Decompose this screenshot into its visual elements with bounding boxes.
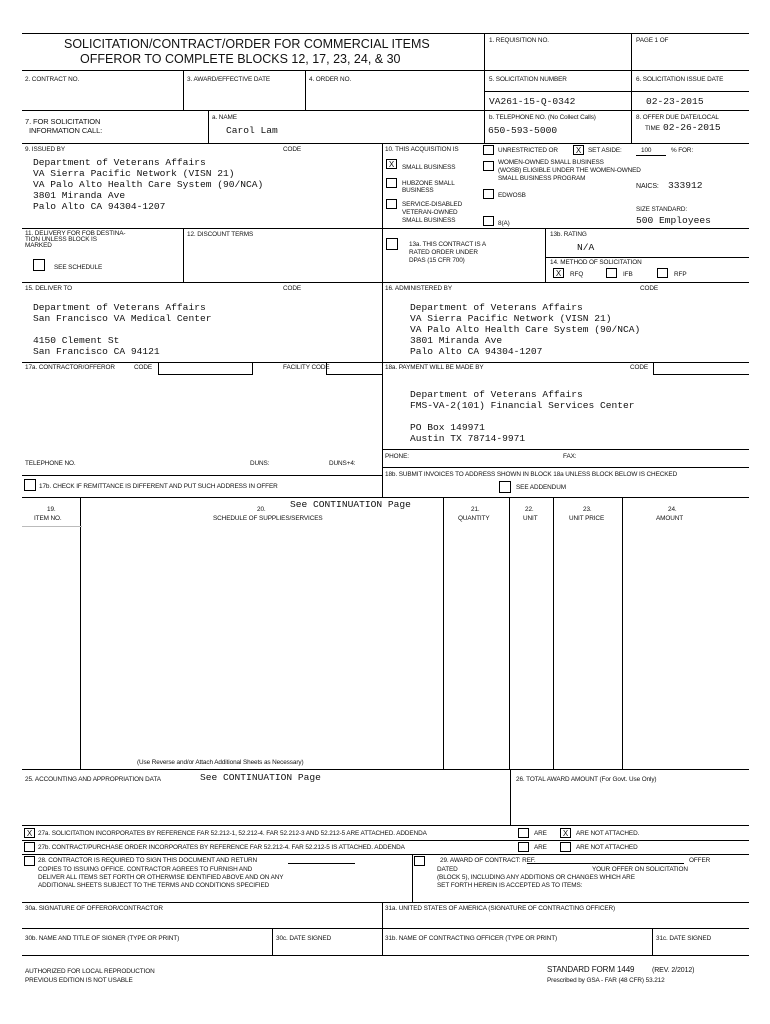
administered-by-code-label: CODE bbox=[640, 285, 659, 292]
offer-due-date: 02-26-2015 bbox=[663, 122, 721, 133]
28-text-2: COPIES TO ISSUING OFFICE. CONTRACTOR AGREES TO FURNISH AND bbox=[38, 866, 253, 873]
item-no-header-num: 19. bbox=[47, 506, 56, 513]
form-subtitle: OFFEROR TO COMPLETE BLOCKS 12, 17, 23, 24, & 30 bbox=[80, 52, 401, 66]
ifb-label: IFB bbox=[623, 271, 633, 278]
method-label: 14. METHOD OF SOLICITATION bbox=[550, 259, 642, 266]
28-text-4: ADDITIONAL SHEETS SUBJECT TO THE TERMS AND CONDITIONS SPECIFIED bbox=[38, 882, 270, 889]
amount-header: AMOUNT bbox=[656, 515, 684, 522]
time-label: TIME bbox=[645, 125, 660, 132]
co-signature-field[interactable] bbox=[383, 912, 749, 928]
address-line: FMS-VA-2(101) Financial Services Center bbox=[410, 400, 635, 411]
accounting-label: 25. ACCOUNTING AND APPROPRIATION DATA bbox=[25, 776, 161, 783]
sdvosb-label-2: VETERAN-OWNED bbox=[402, 209, 458, 216]
see-addendum-checkbox[interactable] bbox=[499, 481, 511, 493]
unit-price-header: UNIT PRICE bbox=[569, 515, 605, 522]
telephone-label: TELEPHONE NO. bbox=[25, 460, 76, 467]
page-label: PAGE 1 OF bbox=[636, 37, 669, 44]
item-no-header: ITEM NO. bbox=[34, 515, 62, 522]
see-schedule-checkbox[interactable] bbox=[33, 259, 45, 271]
27a-are-checkbox[interactable] bbox=[518, 828, 529, 838]
contract-no-label: 2. CONTRACT NO. bbox=[25, 76, 80, 83]
co-date-label: 31c. DATE SIGNED bbox=[656, 935, 712, 942]
contact-phone: 650-593-5000 bbox=[488, 125, 558, 136]
ifb-checkbox[interactable] bbox=[606, 268, 617, 278]
payment-code-field[interactable] bbox=[653, 362, 749, 375]
27b-checkbox[interactable] bbox=[24, 842, 35, 852]
address-line: PO Box 149971 bbox=[410, 422, 485, 433]
27a-text: 27a. SOLICITATION INCORPORATES BY REFERENCE FAR 52.212-1, 52.212-4. FAR 52.212-3 AND 52.212-5 ARE ATTACHED. ADDENDA bbox=[38, 830, 427, 837]
size-standard: 500 Employees bbox=[636, 215, 711, 226]
address-line: 4150 Clement St bbox=[33, 335, 120, 346]
27b-are-checkbox[interactable] bbox=[518, 842, 529, 852]
edwosb-label: EDWOSB bbox=[498, 192, 526, 199]
offer-due-label: 8. OFFER DUE DATE/LOCAL bbox=[636, 114, 719, 121]
address-line: San Francisco CA 94121 bbox=[33, 346, 160, 357]
rated-order-label: 13a. THIS CONTRACT IS A bbox=[409, 241, 487, 248]
address-line: Department of Veterans Affairs bbox=[33, 157, 206, 168]
signer-name-label: 30b. NAME AND TITLE OF SIGNER (TYPE OR PRINT) bbox=[25, 935, 180, 942]
rated-order-label-2: RATED ORDER UNDER bbox=[409, 249, 478, 256]
unit-price-header-num: 23. bbox=[583, 506, 592, 513]
reverse-note: (Use Reverse and/or Attach Additional Sheets as Necessary) bbox=[137, 759, 304, 766]
contractor-label: 17a. CONTRACTOR/OFFEROR bbox=[25, 364, 115, 371]
29-text-1: 29. AWARD OF CONTRACT: REF. bbox=[440, 857, 536, 864]
address-line: Department of Veterans Affairs bbox=[410, 302, 583, 313]
contractor-code-field[interactable] bbox=[158, 362, 253, 375]
address-line: Austin TX 78714-9971 bbox=[410, 433, 526, 444]
29-text-4: SET FORTH HEREIN IS ACCEPTED AS TO ITEMS: bbox=[437, 882, 583, 889]
prescribed-by: Prescribed by GSA - FAR (48 CFR) 53.212 bbox=[547, 977, 665, 984]
29-text-2: YOUR OFFER ON SOLICITATION bbox=[592, 866, 688, 873]
contractor-code-label: CODE bbox=[134, 364, 153, 371]
set-aside-checkbox[interactable]: X bbox=[573, 145, 584, 155]
information-call-label: INFORMATION CALL: bbox=[29, 126, 103, 135]
edwosb-checkbox[interactable] bbox=[483, 189, 494, 199]
wosb-label-2: (WOSB) ELIGIBLE UNDER THE WOMEN-OWNED bbox=[498, 167, 641, 174]
rfp-label: RFP bbox=[674, 271, 687, 278]
29-dated-label: DATED bbox=[437, 866, 458, 873]
previous-edition-note: PREVIOUS EDITION IS NOT USABLE bbox=[25, 977, 133, 984]
payment-code-label: CODE bbox=[630, 364, 649, 371]
issue-date-label: 6. SOLICITATION ISSUE DATE bbox=[636, 76, 724, 83]
issue-date: 02-23-2015 bbox=[646, 96, 704, 107]
discount-terms-label: 12. DISCOUNT TERMS bbox=[187, 231, 254, 238]
unit-header-num: 22. bbox=[525, 506, 534, 513]
27a-checkbox[interactable]: X bbox=[24, 828, 35, 838]
sdvosb-label-3: SMALL BUSINESS bbox=[402, 217, 456, 224]
authorized-note: AUTHORIZED FOR LOCAL REPRODUCTION bbox=[25, 968, 155, 975]
form-revision: (REV. 2/2012) bbox=[652, 967, 695, 974]
submit-invoices-label: 18b. SUBMIT INVOICES TO ADDRESS SHOWN IN BLOCK 18a UNLESS BLOCK BELOW IS CHECKED bbox=[385, 471, 678, 478]
deliver-to-code-label: CODE bbox=[283, 285, 302, 292]
27a-not-label: ARE NOT ATTACHED. bbox=[576, 830, 640, 837]
wosb-checkbox[interactable] bbox=[483, 161, 494, 171]
address-line: VA Palo Alto Health Care System (90/NCA) bbox=[410, 324, 641, 335]
8a-checkbox[interactable] bbox=[483, 216, 494, 226]
unrestricted-checkbox[interactable] bbox=[483, 145, 494, 155]
28-checkbox[interactable] bbox=[24, 856, 35, 866]
quantity-header: QUANTITY bbox=[458, 515, 490, 522]
solicitation-no: VA261-15-Q-0342 bbox=[489, 96, 576, 107]
hubzone-label-2: BUSINESS bbox=[402, 187, 434, 194]
rfq-checkbox[interactable]: X bbox=[553, 268, 564, 278]
rated-order-checkbox[interactable] bbox=[386, 238, 398, 250]
sdvosb-label: SERVICE-DISABLED bbox=[402, 201, 463, 208]
payment-label: 18a. PAYMENT WILL BE MADE BY bbox=[385, 364, 484, 371]
naics-label: NAICS: bbox=[636, 183, 659, 190]
form-number: STANDARD FORM 1449 bbox=[547, 965, 635, 974]
administered-by-label: 16. ADMINISTERED BY bbox=[385, 285, 452, 292]
27b-not-checkbox[interactable] bbox=[560, 842, 571, 852]
schedule-header: SCHEDULE OF SUPPLIES/SERVICES bbox=[213, 515, 323, 522]
27b-not-label: ARE NOT ATTACHED bbox=[576, 844, 638, 851]
facility-code-field[interactable] bbox=[326, 362, 382, 375]
duns-label: DUNS: bbox=[250, 460, 270, 467]
set-aside-label: SET ASIDE: bbox=[588, 147, 622, 154]
size-standard-label: SIZE STANDARD: bbox=[636, 206, 688, 213]
address-line: Palo Alto CA 94304-1207 bbox=[33, 201, 166, 212]
small-business-label: SMALL BUSINESS bbox=[402, 164, 456, 171]
form-title: SOLICITATION/CONTRACT/ORDER FOR COMMERCIAL ITEMS bbox=[64, 37, 430, 51]
set-aside-percent: 100 bbox=[641, 147, 652, 154]
duns4-label: DUNS+4: bbox=[329, 460, 356, 467]
remittance-label: 17b. CHECK IF REMITTANCE IS DIFFERENT AND PUT SUCH ADDRESS IN OFFER bbox=[39, 483, 278, 490]
address-line: VA Sierra Pacific Network (VISN 21) bbox=[410, 313, 612, 324]
rfp-checkbox[interactable] bbox=[657, 268, 668, 278]
29-checkbox[interactable] bbox=[414, 856, 425, 866]
order-no-label: 4. ORDER NO. bbox=[309, 76, 352, 83]
name-label: a. NAME bbox=[212, 114, 237, 121]
contact-name: Carol Lam bbox=[226, 125, 278, 136]
27a-not-checkbox[interactable]: X bbox=[560, 828, 571, 838]
issued-by-label: 9. ISSUED BY bbox=[25, 146, 65, 153]
signer-date-label: 30c. DATE SIGNED bbox=[276, 935, 332, 942]
rated-order-label-3: DPAS (15 CFR 700) bbox=[409, 257, 465, 264]
address-line: Palo Alto CA 94304-1207 bbox=[410, 346, 543, 357]
unit-header: UNIT bbox=[523, 515, 538, 522]
requisition-no-label: 1. REQUISITION NO. bbox=[489, 37, 549, 44]
payment-phone-label: PHONE: bbox=[385, 453, 409, 460]
award-date-label: 3. AWARD/EFFECTIVE DATE bbox=[187, 76, 271, 83]
rating-label: 13b. RATING bbox=[550, 231, 587, 238]
28-text-1: 28. CONTRACTOR IS REQUIRED TO SIGN THIS DOCUMENT AND RETURN bbox=[38, 857, 257, 864]
telephone-label: b. TELEPHONE NO. (No Collect Calls) bbox=[489, 114, 596, 121]
unrestricted-label: UNRESTRICTED OR bbox=[498, 147, 558, 154]
address-line: Department of Veterans Affairs bbox=[410, 389, 583, 400]
wosb-label: WOMEN-OWNED SMALL BUSINESS bbox=[498, 159, 604, 166]
address-line: 3801 Miranda Ave bbox=[33, 190, 126, 201]
solicitation-no-label: 5. SOLICITATION NUMBER bbox=[489, 76, 567, 83]
schedule-continuation: See CONTINUATION Page bbox=[290, 499, 411, 510]
co-signature-label: 31a. UNITED STATES OF AMERICA (SIGNATURE OF CONTRACTING OFFICER) bbox=[385, 905, 616, 912]
amount-header-num: 24. bbox=[668, 506, 677, 513]
rfq-label: RFQ bbox=[570, 271, 584, 278]
percent-for-label: % FOR: bbox=[671, 147, 694, 154]
27a-are-label: ARE bbox=[534, 830, 547, 837]
address-line: San Francisco VA Medical Center bbox=[33, 313, 212, 324]
rating-value: N/A bbox=[577, 242, 595, 253]
fob-label: 11. DELIVERY FOR FOB DESTINA- bbox=[25, 230, 126, 237]
offeror-signature-label: 30a. SIGNATURE OF OFFEROR/CONTRACTOR bbox=[25, 905, 163, 912]
see-schedule-label: SEE SCHEDULE bbox=[54, 264, 103, 271]
8a-label: 8(A) bbox=[498, 220, 510, 227]
29-offer-label: OFFER bbox=[689, 857, 711, 864]
for-solicitation-label: 7. FOR SOLICITATION bbox=[25, 117, 101, 126]
wosb-label-3: SMALL BUSINESS PROGRAM bbox=[498, 175, 586, 182]
fob-label-2: TION UNLESS BLOCK IS bbox=[25, 236, 97, 243]
naics-code: 333912 bbox=[668, 180, 703, 191]
deliver-to-label: 15. DELIVER TO bbox=[25, 285, 73, 292]
total-award-label: 26. TOTAL AWARD AMOUNT (For Govt. Use Only) bbox=[516, 776, 657, 783]
address-line: Department of Veterans Affairs bbox=[33, 302, 206, 313]
co-name-label: 31b. NAME OF CONTRACTING OFFICER (TYPE OR PRINT) bbox=[385, 935, 558, 942]
quantity-header-num: 21. bbox=[471, 506, 480, 513]
facility-code-label: FACILITY CODE bbox=[283, 364, 330, 371]
hubzone-checkbox[interactable] bbox=[386, 178, 397, 188]
acquisition-label: 10. THIS ACQUISITION IS bbox=[385, 146, 459, 153]
28-text-3: DELIVER ALL ITEMS SET FORTH OR OTHERWISE IDENTIFIED ABOVE AND ON ANY bbox=[38, 874, 284, 881]
remittance-checkbox[interactable] bbox=[24, 479, 36, 491]
small-business-checkbox[interactable]: X bbox=[386, 159, 397, 169]
29-text-3: (BLOCK 5), INCLUDING ANY ADDITIONS OR CHANGES WHICH ARE bbox=[437, 874, 635, 881]
address-line: VA Sierra Pacific Network (VISN 21) bbox=[33, 168, 235, 179]
fob-label-3: MARKED bbox=[25, 242, 52, 249]
sdvosb-checkbox[interactable] bbox=[386, 199, 397, 209]
hubzone-label: HUBZONE SMALL bbox=[402, 180, 455, 187]
see-addendum-label: SEE ADDENDUM bbox=[516, 484, 566, 491]
address-line: VA Palo Alto Health Care System (90/NCA) bbox=[33, 179, 264, 190]
issued-by-code-label: CODE bbox=[283, 146, 302, 153]
offeror-signature-field[interactable] bbox=[22, 912, 382, 928]
schedule-header-num: 20. bbox=[257, 506, 266, 513]
payment-fax-label: FAX: bbox=[563, 453, 577, 460]
27b-are-label: ARE bbox=[534, 844, 547, 851]
accounting-value: See CONTINUATION Page bbox=[200, 772, 321, 783]
address-line: 3801 Miranda Ave bbox=[410, 335, 503, 346]
27b-text: 27b. CONTRACT/PURCHASE ORDER INCORPORATES BY REFERENCE FAR 52.212-4. FAR 52.212-5 IS ATTACHED. ADDENDA bbox=[38, 844, 405, 851]
